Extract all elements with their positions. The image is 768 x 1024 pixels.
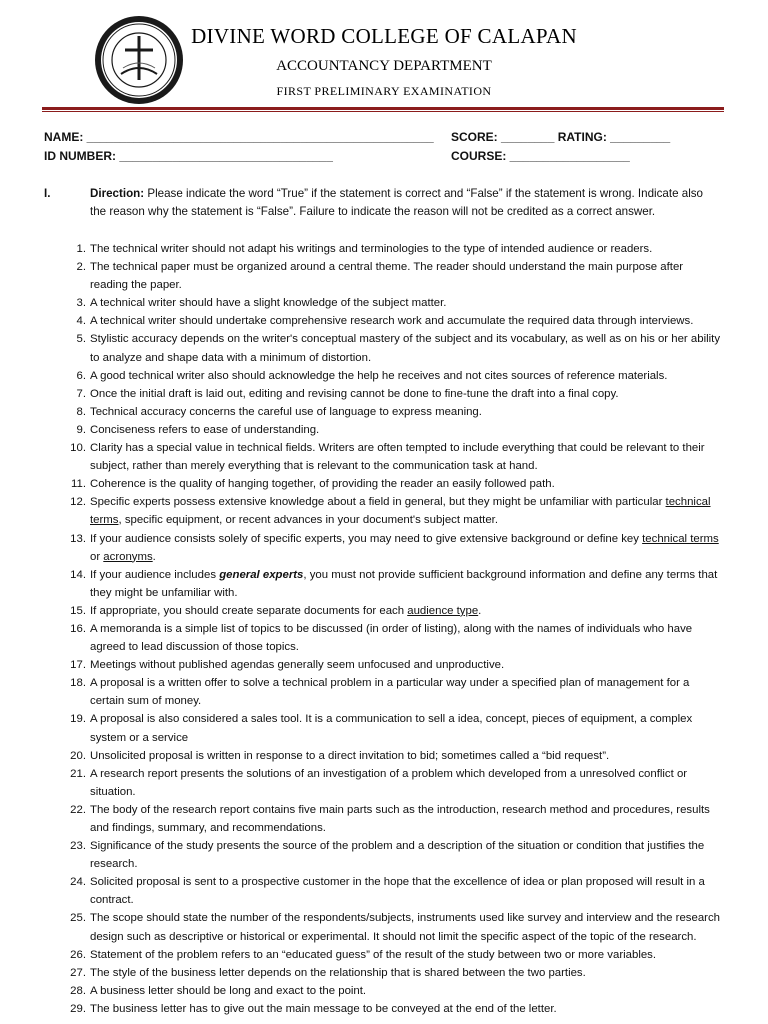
question-text-part: If appropriate, you should create separate documents for each xyxy=(90,604,408,617)
question-text xyxy=(90,442,705,472)
question-item xyxy=(44,602,724,620)
question-item xyxy=(44,240,724,258)
question-item xyxy=(44,294,724,312)
question-text xyxy=(90,623,692,653)
question-item xyxy=(44,837,724,873)
question-item xyxy=(44,656,724,674)
question-text-part: Specific experts possess extensive knowledge about a field in general, but they might be unfamiliar with particular xyxy=(90,496,666,509)
question-text-part: A good technical writer also should acknowledge the help he receives and not cites sources of reference materials. xyxy=(90,369,668,382)
question-number: 19. xyxy=(70,713,86,726)
direction-text xyxy=(90,185,722,221)
question-text xyxy=(90,297,446,309)
question-text-part: If your audience includes xyxy=(90,568,220,581)
question-text-part: Significance of the study presents the source of the problem and a description of the situation or condition that justifies the research. xyxy=(90,840,705,871)
question-number: 18. xyxy=(70,677,86,690)
emphasized-term: general experts xyxy=(219,568,304,581)
question-item xyxy=(44,710,724,746)
question-text xyxy=(90,659,504,671)
question-text-part: Conciseness refers to ease of understanding. xyxy=(90,423,320,436)
question-number: 20. xyxy=(70,749,86,762)
question-item xyxy=(44,909,724,945)
question-text xyxy=(90,533,719,563)
question-number: 21. xyxy=(70,767,86,780)
question-text-part: If your audience consists solely of specific experts, you may need to give extensive background or define key xyxy=(90,532,643,545)
question-item xyxy=(44,312,724,330)
question-number: 13. xyxy=(70,532,86,545)
question-text xyxy=(90,985,366,997)
question-text-part: The business letter has to give out the main message to be conveyed at the end of the letter. xyxy=(90,1002,557,1015)
question-text-part: Meetings without published agendas generally seem unfocused and unproductive. xyxy=(90,659,505,672)
question-number: 23. xyxy=(70,840,86,853)
question-item xyxy=(44,475,724,493)
question-number: 28. xyxy=(70,984,86,997)
question-item xyxy=(44,258,724,294)
question-item xyxy=(44,765,724,801)
question-text xyxy=(90,713,692,743)
question-text xyxy=(90,569,717,599)
underlined-term: audience type xyxy=(407,604,479,617)
question-number: 25. xyxy=(70,912,86,925)
question-text xyxy=(90,243,652,255)
question-item xyxy=(44,946,724,964)
question-item xyxy=(44,964,724,982)
question-number: 4. xyxy=(76,315,86,328)
question-text-part: A technical writer should have a slight knowledge of the subject matter. xyxy=(90,297,447,310)
question-text-part: The body of the research report contains five main parts such as the introduction, research method and procedures, results and findings, summary, and recommendations. xyxy=(90,803,710,834)
question-text-part: The technical paper must be organized around a central theme. The reader should understand the main purpose after reading the paper. xyxy=(90,261,684,292)
question-text xyxy=(90,370,667,382)
question-number: 8. xyxy=(76,405,86,418)
question-text xyxy=(90,768,687,798)
question-number: 6. xyxy=(76,369,86,382)
question-text-part: , specific equipment, or recent advances in your document's subject matter. xyxy=(118,514,499,527)
question-text-part: . xyxy=(152,550,156,563)
question-text xyxy=(90,876,705,906)
question-text xyxy=(90,261,683,291)
question-text xyxy=(90,967,586,979)
question-number: 3. xyxy=(76,297,86,310)
question-text xyxy=(90,605,481,617)
question-number: 17. xyxy=(70,659,86,672)
direction-body: Please indicate the word “True” if the statement is correct and “False” if the statement is wrong. Indicate also the reason why the statement is “False”. Failure to indicate the reason will not be credited as a correct answer. xyxy=(90,187,704,218)
question-text-part: Stylistic accuracy depends on the writer's conceptual mastery of the subject and its vocabulary, as well as on his or her ability to analyze and shape data with a minimum of distortion. xyxy=(90,333,721,364)
question-number: 14. xyxy=(70,568,86,581)
question-text xyxy=(90,333,720,363)
department-name: ACCOUNTANCY DEPARTMENT xyxy=(276,58,492,74)
question-text xyxy=(90,424,319,436)
question-item xyxy=(44,330,724,366)
question-number: 29. xyxy=(70,1002,86,1015)
question-text-part: , you must not provide sufficient background information and define any terms that they might be unfamiliar with. xyxy=(90,568,718,599)
question-text xyxy=(90,912,720,942)
question-item xyxy=(44,620,724,656)
question-text xyxy=(90,496,711,526)
question-item xyxy=(44,439,724,475)
question-text xyxy=(90,1003,557,1015)
question-number: 24. xyxy=(70,876,86,889)
question-text xyxy=(90,388,619,400)
underlined-term: technical terms xyxy=(642,532,719,545)
question-number: 5. xyxy=(76,333,86,346)
question-item xyxy=(44,566,724,602)
question-number: 22. xyxy=(70,803,86,816)
question-number: 2. xyxy=(76,261,86,274)
question-number: 9. xyxy=(76,423,86,436)
question-item xyxy=(44,421,724,439)
question-text-part: A business letter should be long and exact to the point. xyxy=(90,984,367,997)
direction-label: Direction: xyxy=(90,187,145,200)
question-list xyxy=(44,240,724,1018)
underlined-term: acronyms xyxy=(103,550,153,563)
question-text xyxy=(90,478,555,490)
question-text-part: The scope should state the number of the respondents/subjects, instruments used like survey and interview and the research design such as descriptive or historical or experimental. It should not limit the specific aspect of the topic of the research. xyxy=(90,912,721,943)
question-number: 7. xyxy=(76,387,86,400)
question-number: 11. xyxy=(71,478,86,491)
header-divider xyxy=(42,107,724,110)
question-number: 15. xyxy=(70,604,86,617)
question-item xyxy=(44,747,724,765)
question-text-part: The style of the business letter depends on the relationship that is shared between the two parties. xyxy=(90,966,586,979)
question-number: 16. xyxy=(70,622,86,635)
question-text-part: Coherence is the quality of hanging together, of providing the reader an easily followed path. xyxy=(90,478,555,491)
course-field[interactable]: COURSE: __________________ xyxy=(451,149,630,163)
question-text xyxy=(90,677,689,707)
question-text xyxy=(90,804,710,834)
question-text xyxy=(90,315,693,327)
id-number-field[interactable]: ID NUMBER: ________________________________ xyxy=(44,149,333,163)
question-text-part: A research report presents the solutions of an investigation of a problem which developed from a unresolved conflict or situation. xyxy=(90,767,688,798)
question-item xyxy=(44,530,724,566)
college-name: DIVINE WORD COLLEGE OF CALAPAN xyxy=(191,24,577,48)
question-text-part: A memoranda is a simple list of topics to be discussed (in order of listing), along with the names of individuals who have agreed to lead discussion of those topics. xyxy=(90,622,693,654)
question-number: 27. xyxy=(70,966,86,979)
question-number: 26. xyxy=(70,948,86,961)
question-text-part: The technical writer should not adapt his writings and terminologies to the type of intended audience or readers. xyxy=(90,243,653,255)
question-item xyxy=(44,493,724,529)
question-text-part: A proposal is a written offer to solve a technical problem in a particular way under a specified plan of management for a certain sum of money. xyxy=(90,677,690,708)
header-divider-thin xyxy=(42,111,724,112)
question-text xyxy=(90,750,609,762)
question-number: 10. xyxy=(70,442,86,455)
question-text-part: or xyxy=(90,550,104,563)
question-text-part: Solicited proposal is sent to a prospective customer in the hope that the excellence of idea or plan proposed will result in a contract. xyxy=(90,876,705,907)
score-rating-field[interactable]: SCORE: ________ RATING: _________ xyxy=(451,130,671,144)
question-text-part: Unsolicited proposal is written in response to a direct invitation to bid; sometimes called a “bid request”. xyxy=(90,749,610,762)
question-text xyxy=(90,406,482,418)
name-field[interactable]: NAME: ____________________________________________________ xyxy=(44,130,434,144)
question-text-part: Once the initial draft is laid out, editing and revising cannot be done to fine-tune the draft into a final copy. xyxy=(90,387,619,400)
question-item xyxy=(44,385,724,403)
question-number: 12. xyxy=(70,496,86,509)
question-item xyxy=(44,674,724,710)
question-item xyxy=(44,403,724,421)
question-item xyxy=(44,367,724,385)
exam-title: FIRST PRELIMINARY EXAMINATION xyxy=(276,84,492,98)
question-item xyxy=(44,801,724,837)
question-text-part: A technical writer should undertake comprehensive research work and accumulate the required data through interviews. xyxy=(90,315,694,328)
question-text-part: Clarity has a special value in technical fields. Writers are often tempted to include everything that could be relevant to their subject, rather than merely everything that is relevant to the communication task at hand. xyxy=(90,442,705,473)
question-text-part: Statement of the problem refers to an “educated guess” of the result of the study between two or more variables. xyxy=(90,948,657,961)
section-number: I. xyxy=(44,187,51,200)
question-item xyxy=(44,873,724,909)
underlined-term: technical terms xyxy=(90,496,711,527)
question-text-part: A proposal is also considered a sales tool. It is a communication to sell a idea, concept, pieces of equipment, a complex system or a service xyxy=(90,713,693,744)
question-text-part: . xyxy=(478,604,482,617)
question-text xyxy=(90,949,656,961)
question-text-part: Technical accuracy concerns the careful use of language to express meaning. xyxy=(90,405,482,418)
question-number: 1. xyxy=(76,243,86,255)
question-text xyxy=(90,840,704,870)
question-item xyxy=(44,1000,724,1018)
question-item xyxy=(44,982,724,1000)
